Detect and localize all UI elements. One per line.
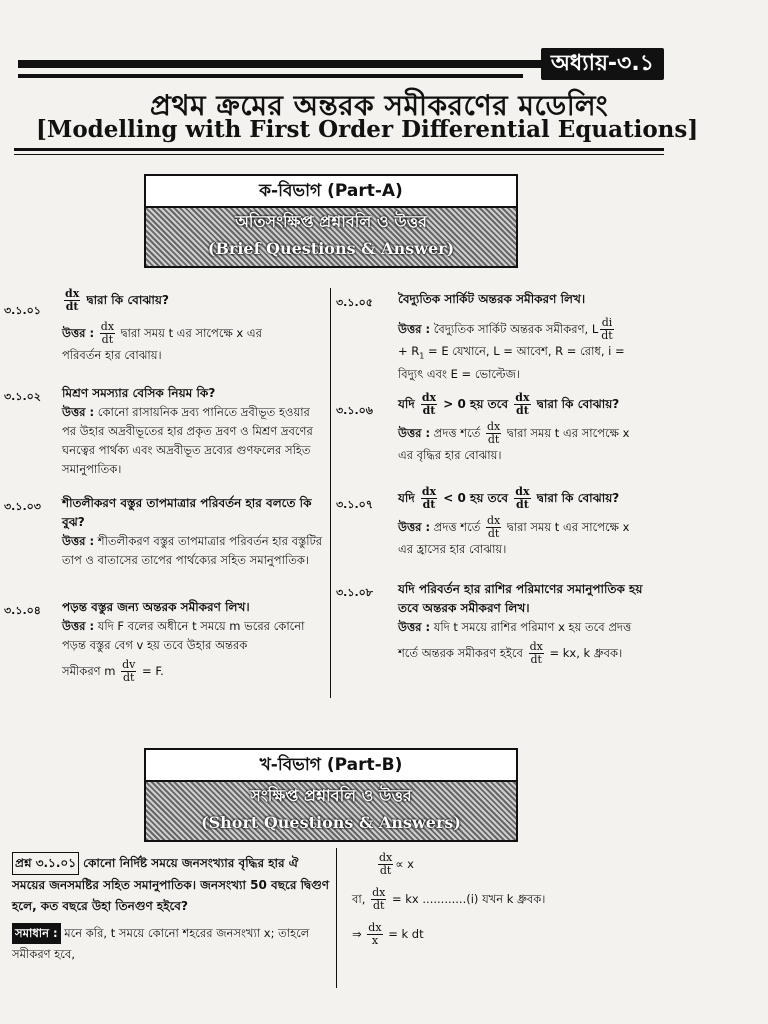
question-number: ৩.১.০৫ (336, 296, 373, 309)
question-number: ৩.১.০৪ (4, 604, 41, 617)
question-3-1-08: যদি পরিবর্তন হার রাশির পরিমাণের সমানুপাতিক হয় তবে অন্তরক সমীকরণ লিখ। উত্তর : যদি t সময়ে রাশির পরিমাণ x হয় তবে প্রদত্ত শর্তে অন্তরক সমীকরণ হইবে $\frac{dx}{dt}$ = kx, k ধ্রুবক। (398, 582, 643, 666)
part-a-title: ক-বিভাগ (Part-A) (146, 176, 516, 208)
question-3-1-05: বৈদ্যুতিক সার্কিট অন্তরক সমীকরণ লিখ। উত্তর : বৈদ্যুতিক সার্কিট অন্তরক সমীকরণ, L $\frac{di}{dt}$ + $R_1 = E$ যেখানে, L = আবেশ, R = রোধ, i = বিদ্যুৎ এবং E = ভোল্টেজ। (398, 292, 625, 382)
part-b-subtitle (146, 782, 516, 840)
question-number: ৩.১.০২ (4, 390, 41, 403)
fraction-dx-dt: $\frac{dx}{dt}$ (379, 851, 393, 877)
question-label: প্রশ্ন ৩.১.০১ (12, 852, 79, 875)
header-rule-thin (18, 74, 523, 78)
question-3-1-06: যদি $\frac{dx}{dt}$ > 0 হয় তবে $\frac{dx}{dt}$ দ্বারা কি বোঝায়? উত্তর : প্রদত্ত শর্তে $\frac{dx}{dt}$ দ্বারা সময় t এর সাপেক্ষে x এর বৃদ্ধির হার বোঝায়। (398, 391, 630, 462)
question-3-1-07: যদি $\frac{dx}{dt}$ < 0 হয় তবে $\frac{dx}{dt}$ দ্বারা কি বোঝায়? উত্তর : প্রদত্ত শর্তে $\frac{dx}{dt}$ দ্বারা সময় t এর সাপেক্ষে x এর হ্রাসের হার বোঝায়। (398, 485, 630, 556)
part-b-box (144, 748, 518, 842)
fraction-dx-dt: $\frac{dx}{dt}$ (65, 287, 80, 313)
part-b-title: খ-বিভাগ (Part-B) (146, 750, 516, 782)
question-number: ৩.১.০৭ (336, 498, 373, 511)
title-underline-thin (14, 154, 664, 155)
fraction-di-dt: $\frac{di}{dt}$ (601, 316, 613, 342)
fraction-dx-dt: $\frac{dx}{dt}$ (529, 640, 543, 666)
part-a-box (144, 174, 518, 268)
question-number: ৩.১.০৩ (4, 500, 41, 513)
title-bengali: প্রথম ক্রমের অন্তরক সমীকরণের মডেলিং (150, 89, 609, 122)
part-b-divider (336, 848, 337, 988)
fraction-dx-x: $\frac{dx}{x}$ (368, 921, 382, 947)
question-3-1-01: $\frac{dx}{dt}$ দ্বারা কি বোঝায়? উত্তর : $\frac{dx}{dt}$ দ্বারা সময় t এর সাপেক্ষে x এর পরিবর্তন হার বোঝায়। (62, 287, 262, 362)
question-3-1-02: মিশ্রণ সমস্যার বেসিক নিয়ম কি? উত্তর : কোনো রাসায়নিক দ্রব্য পানিতে দ্রবীভূত হওয়ার পর উহার অদ্রবীভূতের হার প্রকৃত দ্রবণ ও মিশ্রণ দ্রবণের ঘনত্বের পার্থক্য এবং অদ্রবীভূত দ্রব্যের গুণফলের সহিত সমানুপাতিক। (62, 386, 313, 476)
part-a-subtitle-bn: অতিসংক্ষিপ্ত প্রশ্নাবলি ও উত্তর (235, 212, 427, 231)
fraction-dx-dt: $\frac{dx}{dt}$ (487, 420, 501, 446)
column-divider (330, 288, 331, 698)
question-3-1-04: পড়ন্ত বস্তুর জন্য অন্তরক সমীকরণ লিখ। উত্তর : যদি F বলের অধীনে t সময়ে m ভরের কোনো পড়ন্ত বস্তুর বেগ v হয় তবে উহার অন্তরক সমীকরণ m $\frac{dv}{dt}$ = F. (62, 600, 305, 684)
fraction-dx-dt: $\frac{dx}{dt}$ (100, 320, 115, 346)
title-underline (14, 148, 664, 151)
solution-label: সমাধান : (12, 923, 61, 944)
fraction-dx-dt: $\frac{dx}{dt}$ (421, 391, 437, 417)
part-b-solution-steps: $\frac{dx}{dt}$ ∝ x বা, $\frac{dx}{dt}$ = kx ............(i) যখন k ধ্রুবক। ⇒ $\frac{dx}{x}$ = k dt (352, 851, 546, 947)
question-3-1-03: শীতলীকরণ বস্তুর তাপমাত্রার পরিবর্তন হার বলতে কি বুঝ? উত্তর : শীতলীকরণ বস্তুর তাপমাত্রার পরিবর্তন হার বস্তুটির তাপ ও বাতাসের তাপের পার্থক্যের সহিত সমানুপাতিক। (62, 496, 323, 567)
fraction-dx-dt: $\frac{dx}{dt}$ (421, 485, 437, 511)
question-number: ৩.১.০১ (4, 304, 41, 317)
part-b-subtitle-en: (Short Questions & Answers) (201, 813, 461, 832)
question-number: ৩.১.০৮ (336, 586, 373, 599)
title-english: [Modelling with First Order Differential Equations] (36, 116, 699, 143)
chapter-label: অধ্যায়-৩.১ (541, 48, 664, 80)
part-b-subtitle-bn: সংক্ষিপ্ত প্রশ্নাবলি ও উত্তর (250, 786, 412, 805)
question-number: ৩.১.০৬ (336, 404, 373, 417)
fraction-dv-dt: $\frac{dv}{dt}$ (122, 658, 136, 684)
fraction-dx-dt: $\frac{dx}{dt}$ (487, 514, 501, 540)
part-b-question: প্রশ্ন ৩.১.০১ কোনো নির্দিষ্ট সময়ে জনসংখ্যার বৃদ্ধির হার ঐ সময়ের জনসমষ্টির সহিত সমানুপাতিক। জনসংখ্যা 50 বছরে দ্বিগুণ হলে, কত বছরে উহা তিনগুণ হইবে? সমাধান : মনে করি, t সময়ে কোনো শহরের জনসংখ্যা x; তাহলে সমীকরণ হবে, (12, 852, 330, 965)
part-a-subtitle (146, 208, 516, 266)
fraction-dx-dt: $\frac{dx}{dt}$ (515, 391, 530, 417)
part-a-subtitle-en: (Brief Questions & Answer) (207, 239, 455, 258)
fraction-dx-dt: $\frac{dx}{dt}$ (372, 886, 386, 912)
fraction-dx-dt: $\frac{dx}{dt}$ (515, 485, 530, 511)
